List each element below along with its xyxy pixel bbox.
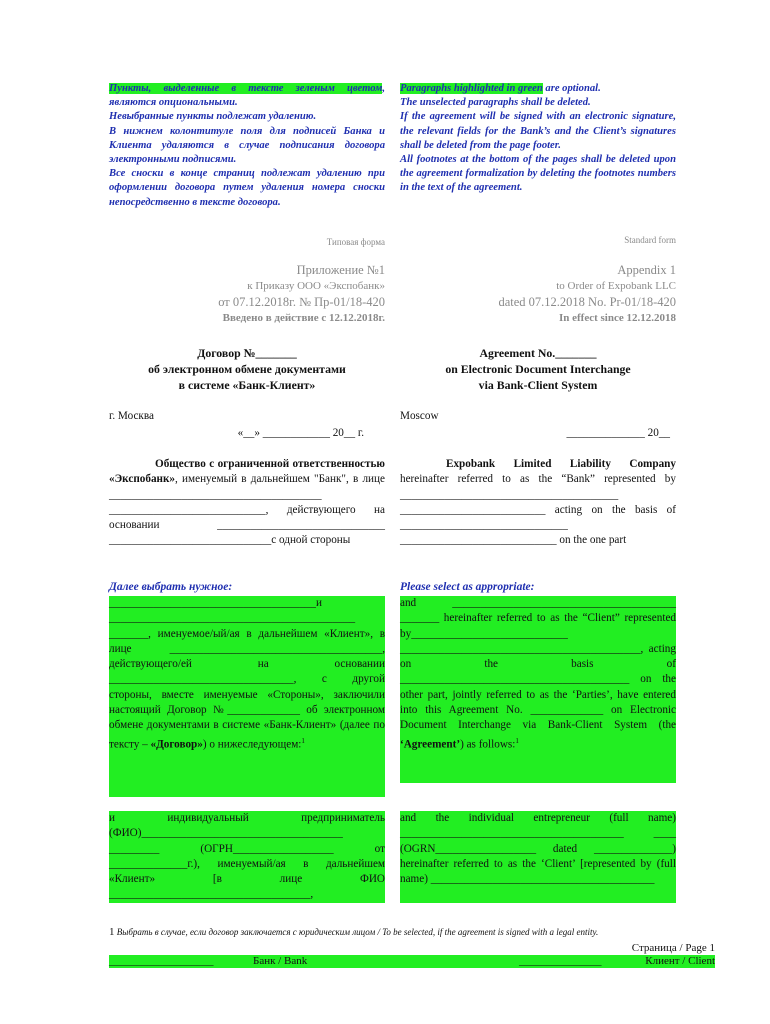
standard-form-ru: Типовая форма	[326, 237, 385, 247]
bank-signature-label: Банк / Bank	[253, 955, 308, 967]
bank-party-text: hereinafter referred to as the “Bank” represented by _______________________________________ __________________________ acting on the basis of ______________________________ ____________________________ on the one part	[400, 473, 676, 547]
appendix-line: Приложение №1	[296, 263, 385, 277]
note-text: If the agreement will be signed with an electronic signature, the relevant fields for the Bank’s and the Client’s signatures shall be deleted from the page footer.	[400, 111, 676, 151]
legal-entity-text: ) о нижеследующем:	[202, 738, 302, 751]
appendix-line: к Приказу ООО «Экспобанк»	[247, 280, 385, 292]
appendix-line: Appendix 1	[617, 263, 676, 277]
title-line: об электронном обмене документами	[148, 362, 346, 376]
select-note-ru: Далее выбрать нужное:	[109, 581, 233, 593]
appendix-line: dated 07.12.2018 No. Pr-01/18-420	[498, 295, 676, 309]
title-line: via Bank-Client System	[478, 378, 598, 392]
highlight-ru: Пункты, выделенные в тексте зеленым цветом	[109, 83, 383, 94]
title-en	[400, 345, 676, 393]
agreement-term: ‘Agreement’	[400, 738, 461, 751]
agreement-term: «Договор»	[150, 738, 203, 751]
bank-party-en	[400, 457, 676, 549]
note-text: are optional.	[542, 83, 601, 94]
note-text: В нижнем колонтитуле поля для подписей Банка и Клиента удаляются в случае подписания договора электронными подписями.	[109, 125, 385, 166]
date-ru: «__» ____________ 20__ г.	[237, 427, 364, 439]
bank-signature-line: ___________________	[109, 955, 214, 967]
date-en: ______________ 20__	[566, 427, 670, 439]
bank-party-text: , именуемый в дальнейшем "Банк", в лице ______________________________________ ____________________________, действующего на основании ______________________________ _____________________________с одной стороны	[109, 473, 385, 547]
footnote	[109, 926, 719, 938]
client-signature-line: _______________	[519, 955, 602, 967]
entrepreneur-en: and the individual entrepreneur (full name) ________________________________________ ____ (OGRN__________________ dated ______________) hereinafter referred to as the ‘Client’ [represented by (full name) ________________________________________	[400, 811, 676, 903]
appendix-line: to Order of Expobank LLC	[556, 280, 676, 292]
appendix-line: In effect since 12.12.2018	[558, 312, 676, 324]
select-note-en: Please select as appropriate:	[400, 581, 535, 593]
place-ru: г. Москва	[109, 410, 154, 422]
legal-entity-text: and ________________________________________ _______ hereinafter referred to as the “Client” represented by____________________________ ___________________________________________, acting on the basis of _________________________________________ on the other part, jointly referred to as the ‘Parties’, have entered into this Agreement No. _____________ on Electronic Document Interchange via Bank-Client System (the	[400, 597, 676, 732]
legal-entity-en	[400, 596, 676, 783]
instructions-en	[400, 82, 676, 196]
note-text: , являются опциональными.	[109, 83, 385, 109]
appendix-line: Введено в действие с 12.12.2018г.	[222, 312, 385, 324]
title-line: Договор №_______	[197, 346, 297, 360]
footnote-ref: 1	[515, 736, 519, 745]
legal-entity-text: ) as follows:	[460, 738, 516, 751]
bank-party-ru	[109, 457, 385, 549]
client-signature-label: Клиент / Client	[645, 955, 715, 967]
appendix-line: от 07.12.2018г. № Пр-01/18-420	[218, 295, 385, 309]
footnote-ref: 1	[301, 736, 305, 745]
standard-form-en: Standard form	[624, 235, 676, 245]
legal-entity-text: _____________________________________и ____________________________________________ _______, именуемое/ый/ая в дальнейшем «Клиент», в лице ______________________________________, действующего/ей на основании _________________________________, с другой стороны, вместе именуемые «Стороны», заключили настоящий Договор №_____________ об электронном обмене документами в системе «Банк-Клиент» (далее по тексту –	[109, 597, 385, 751]
place-en: Moscow	[400, 410, 439, 422]
note-text: The unselected paragraphs shall be deleted.	[400, 97, 591, 109]
entrepreneur-ru: и индивидуальный предприниматель (ФИО)____________________________________ _________ (ОГРН__________________ от ______________г.), именуемый/ая в дальнейшем «Клиент» [в лице ФИО ____________________________________,	[109, 811, 385, 903]
instructions-ru	[109, 82, 385, 210]
title-line: в системе «Банк-Клиент»	[178, 378, 316, 392]
title-line: Agreement No._______	[479, 346, 597, 360]
appendix-en	[400, 262, 676, 326]
footnote-text: Выбрать в случае, если договор заключается с юридическим лицом / To be selected, if the agreement is signed with a legal entity.	[116, 927, 599, 937]
bank-name: Expobank Limited Liability Company	[446, 458, 676, 470]
note-text: Невыбранные пункты подлежат удалению.	[109, 111, 317, 123]
footnote-number: 1	[109, 926, 115, 938]
page-number: Страница / Page 1	[631, 942, 715, 954]
note-text: All footnotes at the bottom of the pages shall be deleted upon the agreement formalization by deleting the footnotes numbers in the text of the agreement.	[400, 154, 676, 194]
note-text: Все сноски в конце страниц подлежат удалению при оформлении договора путем удаления номера сноски непосредственно в тексте договора.	[109, 168, 385, 208]
title-ru	[109, 345, 385, 393]
legal-entity-ru	[109, 596, 385, 797]
highlight-en: Paragraphs highlighted in green	[400, 83, 543, 94]
signature-footer	[109, 955, 715, 968]
bank-name: Общество с ограниченной ответственностью «Экспобанк»	[109, 458, 385, 486]
title-line: on Electronic Document Interchange	[445, 362, 631, 376]
appendix-ru	[109, 262, 385, 326]
